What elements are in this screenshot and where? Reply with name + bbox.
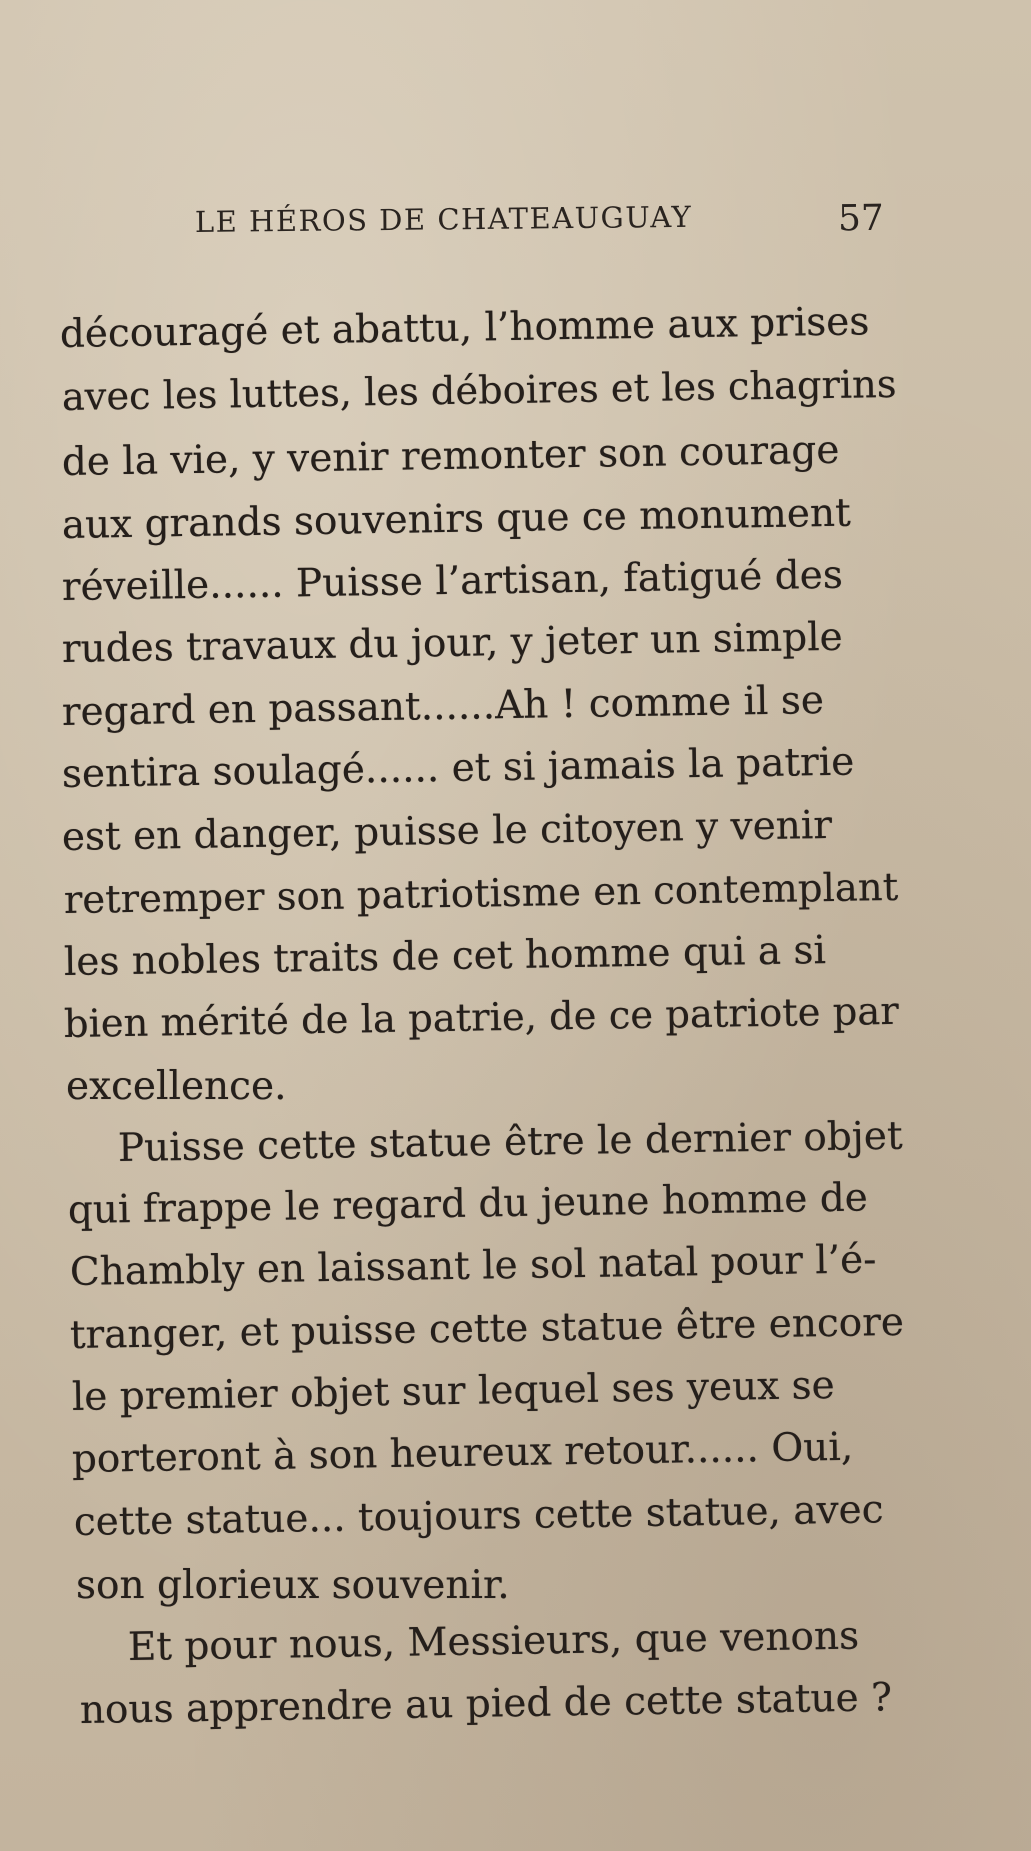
text-line: nous apprendre au pied de cette statue ? [79, 1675, 893, 1733]
text-line: est en danger, puisse le citoyen y venir [61, 802, 833, 860]
text-line: porteront à son heureux retour...... Oui, [71, 1424, 854, 1482]
text-line: cette statue... toujours cette statue, avec [73, 1487, 884, 1545]
text-line: qui frappe le regard du jeune homme de [67, 1175, 869, 1233]
text-line: rudes travaux du jour, y jeter un simple [61, 614, 844, 672]
running-title: LE HÉROS DE CHATEAUGUAY [194, 199, 693, 239]
text-line: le premier objet sur lequel ses yeux se [71, 1363, 836, 1420]
paragraph-start-line: Et pour nous, Messieurs, que venons [127, 1613, 860, 1670]
text-line: bien mérité de la patrie, de ce patriote par [63, 988, 899, 1047]
text-line: aux grands souvenirs que ce monument [61, 490, 852, 548]
text-line: tranger, et puisse cette statue être encore [69, 1299, 905, 1358]
page-number: 57 [837, 197, 884, 240]
text-line: son glorieux souvenir. [76, 1563, 510, 1608]
text-line: regard en passant......Ah ! comme il se [61, 678, 825, 735]
text-line: réveille...... Puisse l’artisan, fatigué des [61, 552, 844, 610]
text-line: de la vie, y venir remonter son courage [61, 427, 840, 485]
text-line: découragé et abattu, l’homme aux prises [59, 299, 870, 357]
text-line: excellence. [66, 1064, 287, 1109]
paragraph-start-line: Puisse cette statue être le dernier objet [117, 1113, 903, 1171]
text-line: retremper son patriotisme en contemplant [63, 864, 899, 923]
text-line: sentira soulagé...... et si jamais la patrie [61, 739, 855, 797]
text-line: les nobles traits de cet homme qui a si [63, 928, 827, 985]
text-line: Chambly en laissant le sol natal pour l’é- [69, 1237, 877, 1295]
text-line: avec les luttes, les déboires et les chagrins [61, 361, 897, 420]
